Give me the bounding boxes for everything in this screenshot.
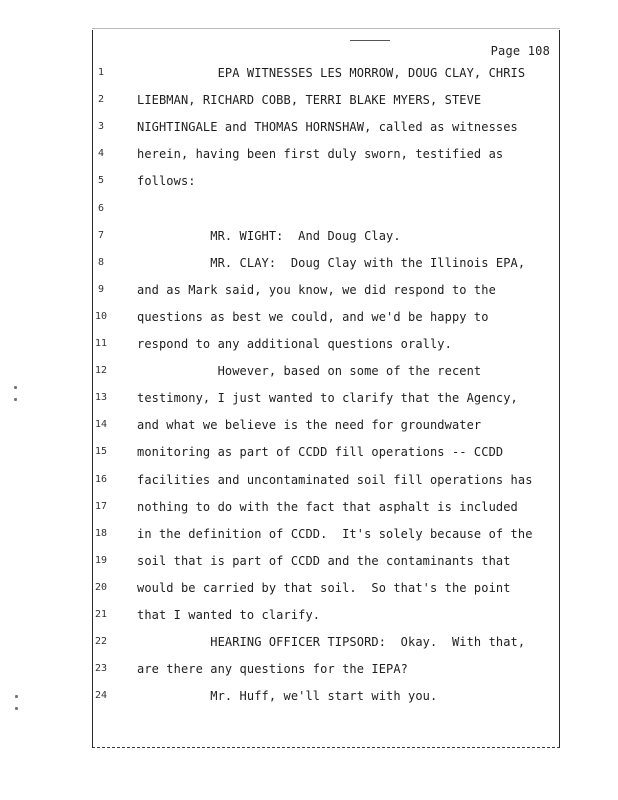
- page-number: Page 108: [490, 44, 550, 58]
- transcript-line: and what we believe is the need for groundwater: [137, 418, 482, 432]
- transcript-line: respond to any additional questions orally.: [137, 337, 452, 351]
- line-number: 16: [94, 474, 108, 485]
- transcript-line: MR. WIGHT: And Doug Clay.: [137, 229, 401, 243]
- transcript-line: and as Mark said, you know, we did respond to the: [137, 283, 496, 297]
- line-number: 17: [94, 501, 108, 512]
- scan-speck: [14, 386, 17, 389]
- scan-line-artifact: [350, 40, 390, 41]
- line-number: 10: [94, 311, 108, 322]
- scan-speck: [14, 398, 17, 401]
- transcript-line: that I wanted to clarify.: [137, 608, 321, 622]
- scan-line-artifact: [92, 28, 560, 29]
- line-number: 2: [97, 94, 105, 105]
- transcript-line: testimony, I just wanted to clarify that the Agency,: [137, 391, 518, 405]
- line-number: 4: [97, 148, 105, 159]
- line-number: 12: [94, 365, 108, 376]
- line-number: 9: [97, 284, 105, 295]
- scan-speck: [15, 695, 18, 698]
- transcript-line: questions as best we could, and we'd be happy to: [137, 310, 489, 324]
- transcript-line: LIEBMAN, RICHARD COBB, TERRI BLAKE MYERS, STEVE: [137, 93, 482, 107]
- transcript-line: soil that is part of CCDD and the contaminants that: [137, 554, 511, 568]
- line-number: 21: [94, 609, 108, 620]
- line-number: 18: [94, 528, 108, 539]
- transcript-line: nothing to do with the fact that asphalt is included: [137, 500, 518, 514]
- line-number: 5: [97, 175, 105, 186]
- line-number: 13: [94, 392, 108, 403]
- transcript-line: in the definition of CCDD. It's solely because of the: [137, 527, 533, 541]
- transcript-line: NIGHTINGALE and THOMAS HORNSHAW, called as witnesses: [137, 120, 518, 134]
- transcript-line: would be carried by that soil. So that's the point: [137, 581, 511, 595]
- line-number: 11: [94, 338, 108, 349]
- transcript-line: EPA WITNESSES LES MORROW, DOUG CLAY, CHRIS: [137, 66, 526, 80]
- line-number: 20: [94, 582, 108, 593]
- transcript-line: herein, having been first duly sworn, testified as: [137, 147, 504, 161]
- line-number: 8: [97, 257, 105, 268]
- line-number: 6: [97, 203, 105, 214]
- transcript-line: are there any questions for the IEPA?: [137, 662, 409, 676]
- line-number: 15: [94, 446, 108, 457]
- line-number: 7: [97, 230, 105, 241]
- line-number: 1: [97, 67, 105, 78]
- transcript-line: follows:: [137, 174, 196, 188]
- line-number: 19: [94, 555, 108, 566]
- transcript-line: Mr. Huff, we'll start with you.: [137, 689, 438, 703]
- line-number: 3: [97, 121, 105, 132]
- transcript-line: facilities and uncontaminated soil fill operations has: [137, 473, 533, 487]
- line-number: 24: [94, 690, 108, 701]
- transcript-line: monitoring as part of CCDD fill operations -- CCDD: [137, 445, 504, 459]
- line-number: 22: [94, 636, 108, 647]
- line-number: 14: [94, 419, 108, 430]
- line-number: 23: [94, 663, 108, 674]
- transcript-line: MR. CLAY: Doug Clay with the Illinois EPA,: [137, 256, 526, 270]
- transcript-line: HEARING OFFICER TIPSORD: Okay. With that,: [137, 635, 526, 649]
- scan-speck: [15, 707, 18, 710]
- transcript-line: However, based on some of the recent: [137, 364, 482, 378]
